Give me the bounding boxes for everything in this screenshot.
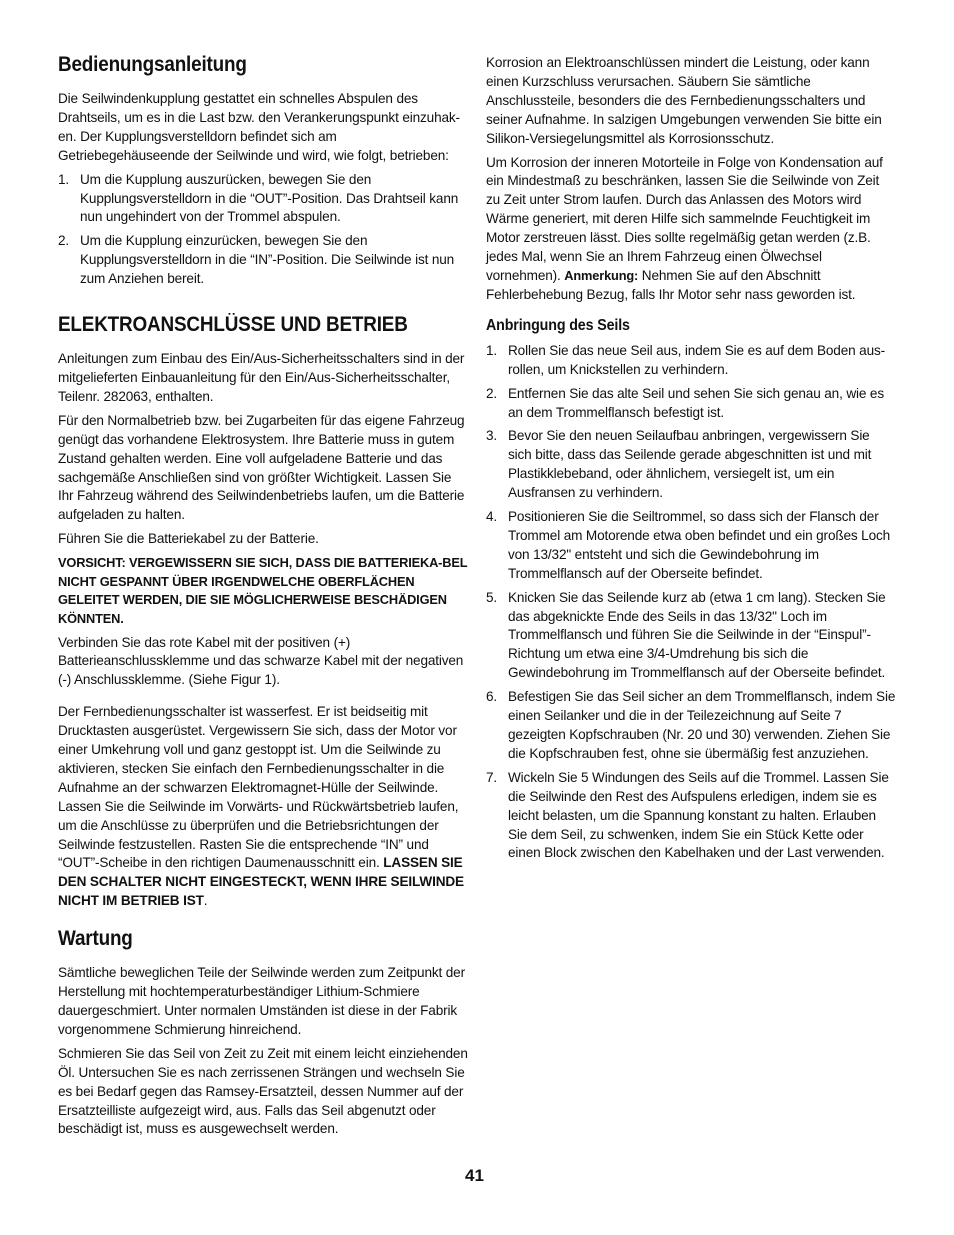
korrosion-paragraph-2: [486, 154, 896, 305]
page-number: 41: [465, 1166, 484, 1185]
caution-warning: VORSICHT: VERGEWISSERN SIE SICH, DASS DIE BATTERIEKA-BEL NICHT GESPANNT ÜBER IRGENDWELCHE OBERFLÄCHEN GELEITET WERDEN, DIE SIE MÖGLICHERWEISE BESCHÄDIGEN KÖNNTEN.: [58, 555, 468, 626]
list-item-text: Um die Kupplung einzurücken, bewegen Sie den Kupplungsverstelldorn in die “IN”-Position. Die Seilwinde ist nun zum Anziehen bereit.: [80, 233, 455, 287]
elektro-paragraph-3: Führen Sie die Batteriekabel zu der Batterie.: [58, 531, 319, 547]
list-item: [58, 232, 468, 289]
list-item-number: 6.: [486, 689, 498, 705]
list-item: [486, 427, 896, 503]
list-item: [486, 342, 896, 380]
list-item-number: 7.: [486, 769, 498, 785]
heading-bedienungsanleitung: Bedienungsanleitung: [58, 53, 247, 76]
remote-switch-text: Der Fernbedienungsschalter ist wasserfest. Er ist beidseitig mit Drucktasten ausgerüstet. Vergewissern Sie sich, dass der Motor vor einer Umkehrung voll und ganz gestoppt ist. Um die Seilwinde zu aktivieren, stecken Sie einfach den Fernbedienungsschalter in die Aufnahme an der schwarzen Elektromagnet-Hülle der Seilwinde. Lassen Sie die Seilwinde im Vorwärts- und Rückwärtsbetrieb laufen, um die Anschlüsse zu überprüfen und die Betriebsrichtungen der Seilwinde festzustellen. Rasten Sie die entsprechende “IN” und “OUT”-Scheibe in den richtigen Daumenausschnitt ein.: [58, 704, 459, 871]
list-item-number: 3.: [486, 428, 498, 444]
list-item-text: Wickeln Sie 5 Windungen des Seils auf die Trommel. Lassen Sie die Seilwinde den Rest des Aufspulens erledigen, indem sie es leicht belasten, um die Spannung konstant zu halten. Erlauben Sie dem Seil, zu schwenken, indem Sie ein Stück Kette oder einen Block zwischen den Kabelhaken und der Last verwenden.: [508, 769, 889, 861]
list-item: [486, 769, 896, 864]
list-item-number: 1.: [486, 342, 498, 358]
list-item-text: Knicken Sie das Seilende kurz ab (etwa 1 cm lang). Stecken Sie das abgeknickte Ende des Seils in das 13/32" Loch im Trommelflansch und führen Sie die Seilwinde in der “Einspul”-Richtung um etwa eine 3/4-Umdrehung bis sich die Gewindebohrung im Trommelflansch auf der Oberseite befindet.: [508, 589, 886, 681]
wartung-paragraph-2: Schmieren Sie das Seil von Zeit zu Zeit mit einem leicht einziehenden Öl. Untersuchen Sie es nach zerrissenen Strängen und wechseln Sie es bei Bedarf gegen das Ramsey-Ersatzteil, dessen Nummer auf der Ersatzteilliste aufgezeigt wird, aus. Falls das Seil abgenutzt oder beschädigt ist, muss es ausgewechselt werden.: [58, 1045, 468, 1137]
note-label: Anmerkung:: [564, 267, 639, 283]
elektro-paragraph-2: Für den Normalbetrieb bzw. bei Zugarbeiten für das eigene Fahrzeug genügt das vorhandene Elektrosystem. Ihre Batterie muss in gutem Zustand gehalten werden. Eine voll aufgeladene Batterie und das sachgemäße Anschließen sind von größter Wichtigkeit. Lassen Sie Ihr Fahrzeug während des Seilwindenbetriebs laufen, um die Batterie aufgeladen zu halten.: [58, 412, 465, 523]
heading-wartung: Wartung: [58, 927, 133, 951]
remote-switch-end: .: [203, 893, 208, 909]
right-column: [486, 54, 896, 868]
left-column: [58, 52, 468, 1144]
list-item-text: Rollen Sie das neue Seil aus, indem Sie es auf dem Boden aus-rollen, um Knickstellen zu verhindern.: [508, 342, 885, 377]
heading-elektroanschluesse: ELEKTROANSCHLÜSSE UND BETRIEB: [58, 313, 408, 337]
anbringung-list: [486, 342, 896, 864]
list-item: [486, 589, 896, 684]
korrosion-paragraph-1: Korrosion an Elektroanschlüssen mindert die Leistung, oder kann einen Kurzschluss verursachen. Säubern Sie sämtliche Anschlussteile, besonders die des Fernbedienungsschalters und seiner Aufnahme. In salzigen Umgebungen verwenden Sie bitte ein Silikon-Versiegelungsmittel als Korrosionsschutz.: [486, 55, 882, 146]
elektro-paragraph-4: Verbinden Sie das rote Kabel mit der positiven (+) Batterieanschlussklemme und das schwarze Kabel mit der negativen (-) Anschlussklemme. (Siehe Figur 1).: [58, 634, 464, 688]
list-item-text: Positionieren Sie die Seiltrommel, so dass sich der Flansch der Trommel am Motorende etwa oben befindet und ein großes Loch von 13/32" entsteht und sich die Gewindebohrung im Trommelflansch auf der Oberseite befindet.: [508, 509, 891, 581]
list-item-number: 2.: [486, 385, 498, 401]
list-item-number: 2.: [58, 233, 70, 249]
list-item-number: 4.: [486, 509, 498, 525]
list-item-number: 1.: [58, 171, 70, 187]
list-item-text: Entfernen Sie das alte Seil und sehen Sie sich genau an, wie es an dem Trommelflansch befestigt ist.: [508, 385, 884, 420]
list-item: [58, 171, 468, 228]
note-text: Nehmen Sie auf den Abschnitt Fehlerbehebung Bezug, falls Ihr Motor sehr nass geworden ist.: [486, 267, 856, 302]
list-item-text: Befestigen Sie das Seil sicher an dem Trommelflansch, indem Sie einen Seilanker und die in der Teilezeichnung auf Seite 7 gezeigten Kopfschrauben (Nr. 20 und 30) verwenden. Ziehen Sie die Kopfschrauben fest, ohne sie übermäßig fest anzuziehen.: [508, 689, 896, 761]
list-item-number: 5.: [486, 589, 498, 605]
list-item: [486, 508, 896, 584]
list-item-text: Bevor Sie den neuen Seilaufbau anbringen, vergewissern Sie sich bitte, dass das Seilende gerade abgeschnitten ist und mit Plastikklebeband, oder ähnlichem, versiegelt ist, um ein Ausfransen zu verhindern.: [508, 428, 872, 501]
elektro-paragraph-1: Anleitungen zum Einbau des Ein/Aus-Sicherheitsschalters sind in der mitgelieferten Einbauanleitung für den Ein/Aus-Sicherheitsschalter, Teilenr. 282063, enthalten.: [58, 351, 465, 404]
remote-switch-warning: LASSEN SIE DEN SCHALTER NICHT EINGESTECKT, WENN IHRE SEILWINDE NICHT IM BETRIEB IST: [58, 855, 464, 909]
list-item: [486, 385, 896, 423]
wartung-paragraph-1: Sämtliche beweglichen Teile der Seilwinde werden zum Zeitpunkt der Herstellung mit hochtemperaturbeständiger Lithium-Schmiere dauergeschmiert. Unter normalen Umständen ist diese in der Fabrik vorgenommene Schmierung hinreichend.: [58, 965, 465, 1037]
list-item-text: Um die Kupplung auszurücken, bewegen Sie den Kupplungsverstelldorn in die “OUT”-Position. Das Drahtseil kann nun ungehindert von der Trommel abspulen.: [80, 171, 459, 225]
elektro-paragraph-5: [58, 703, 468, 911]
korrosion-text: Um Korrosion der inneren Motorteile in Folge von Kondensation auf ein Mindestmaß zu beschränken, lassen Sie die Seilwinde von Zeit zu Zeit unter Strom laufen. Durch das Anlassen des Motors wird Wärme generiert, mit deren Hilfe sich sammelnde Feuchtigkeit im Motor zerstreuen lässt. Dies sollte regelmäßig getan werden (z.B. jedes Mal, wenn Sie an Ihrem Fahrzeug einen Ölwechsel vornehmen).: [486, 154, 883, 283]
list-item: [486, 688, 896, 764]
bedienung-intro: Die Seilwindenkupplung gestattet ein schnelles Abspulen des Drahtseils, um es in die Last bzw. den Verankerungspunkt einzuhak-en. Der Kupplungsverstelldorn befindet sich am Getriebegehäuseende der Seilwinde und wird, wie folgt, betrieben:: [58, 91, 460, 163]
heading-anbringung-des-seils: Anbringung des Seils: [486, 316, 630, 334]
bedienung-list: [58, 171, 468, 289]
